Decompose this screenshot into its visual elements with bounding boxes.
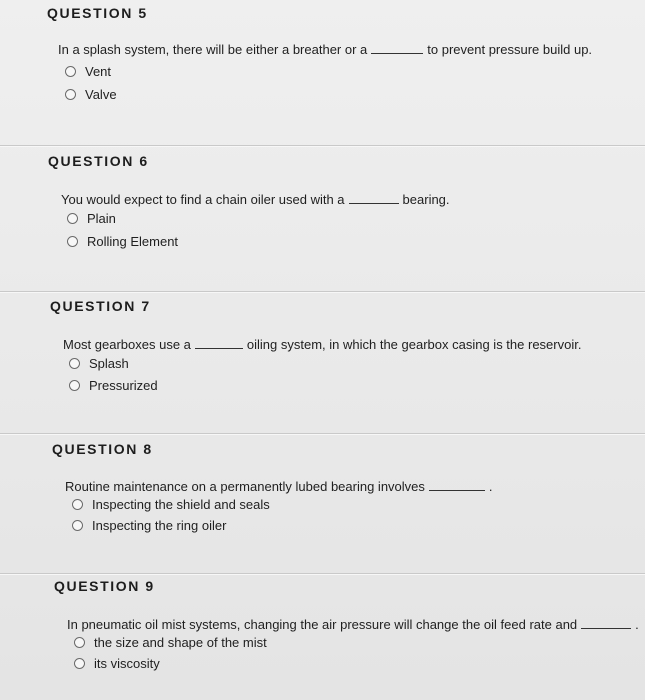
question-9-option-viscosity[interactable] <box>74 656 160 671</box>
option-label: the size and shape of the mist <box>94 635 267 650</box>
question-8-option-ring-oiler[interactable] <box>72 518 226 533</box>
question-5-option-valve[interactable] <box>65 87 117 102</box>
question-7-option-pressurized[interactable] <box>69 378 158 393</box>
question-8-text-after: . <box>488 479 493 494</box>
option-label: Pressurized <box>89 378 158 393</box>
radio-button[interactable] <box>65 66 76 77</box>
question-5-text-after: to prevent pressure build up. <box>427 42 593 57</box>
radio-button[interactable] <box>74 658 85 669</box>
question-9-option-size-shape[interactable] <box>74 635 267 650</box>
option-label: Plain <box>87 211 116 226</box>
question-6-option-plain[interactable] <box>67 211 116 226</box>
divider-highlight <box>0 434 645 435</box>
question-5-option-vent[interactable] <box>65 64 111 79</box>
radio-button[interactable] <box>67 236 78 247</box>
option-label: Inspecting the ring oiler <box>92 518 227 533</box>
question-5-blank <box>371 41 423 54</box>
question-9-text-before: In pneumatic oil mist systems, changing the air pressure will change the oil feed rate and <box>67 617 578 632</box>
option-label: Valve <box>85 87 117 102</box>
question-5-text-before: In a splash system, there will be either a breather or a <box>58 42 368 57</box>
question-9-text-after: . <box>635 617 639 632</box>
radio-button[interactable] <box>69 358 80 369</box>
question-9-title: QUESTION 9 <box>54 578 155 594</box>
question-8-text <box>65 478 493 494</box>
question-8-title: QUESTION 8 <box>52 441 153 457</box>
radio-button[interactable] <box>72 520 83 531</box>
radio-button[interactable] <box>69 380 80 391</box>
question-5-text <box>58 41 592 57</box>
question-6-text <box>61 191 450 207</box>
question-6-title: QUESTION 6 <box>48 153 149 169</box>
divider-highlight <box>0 574 645 575</box>
question-6-blank <box>349 191 399 204</box>
question-7-title: QUESTION 7 <box>50 298 151 314</box>
divider-highlight <box>0 292 645 293</box>
question-7-blank <box>195 336 243 349</box>
question-8-text-before: Routine maintenance on a permanently lubed bearing involves <box>65 479 425 494</box>
question-5-title: QUESTION 5 <box>47 5 148 21</box>
question-6-option-rolling-element[interactable] <box>67 234 178 249</box>
option-label: Splash <box>89 356 129 371</box>
question-8-option-shield-seals[interactable] <box>72 497 270 512</box>
option-label: Rolling Element <box>87 234 179 249</box>
question-9-blank <box>581 616 631 629</box>
option-label: Inspecting the shield and seals <box>92 497 270 512</box>
divider-highlight <box>0 146 645 147</box>
question-6-text-before: You would expect to find a chain oiler used with a <box>61 192 345 207</box>
question-7-text-before: Most gearboxes use a <box>63 337 191 352</box>
option-label: its viscosity <box>94 656 160 671</box>
question-6-text-after: bearing. <box>402 192 450 207</box>
option-label: Vent <box>85 64 112 79</box>
radio-button[interactable] <box>72 499 83 510</box>
question-9-text <box>67 616 639 632</box>
question-7-option-splash[interactable] <box>69 356 129 371</box>
radio-button[interactable] <box>65 89 76 100</box>
question-7-text <box>63 336 581 352</box>
question-8-blank <box>429 478 485 491</box>
radio-button[interactable] <box>67 213 78 224</box>
radio-button[interactable] <box>74 637 85 648</box>
question-7-text-after: oiling system, in which the gearbox casing is the reservoir. <box>246 337 582 352</box>
